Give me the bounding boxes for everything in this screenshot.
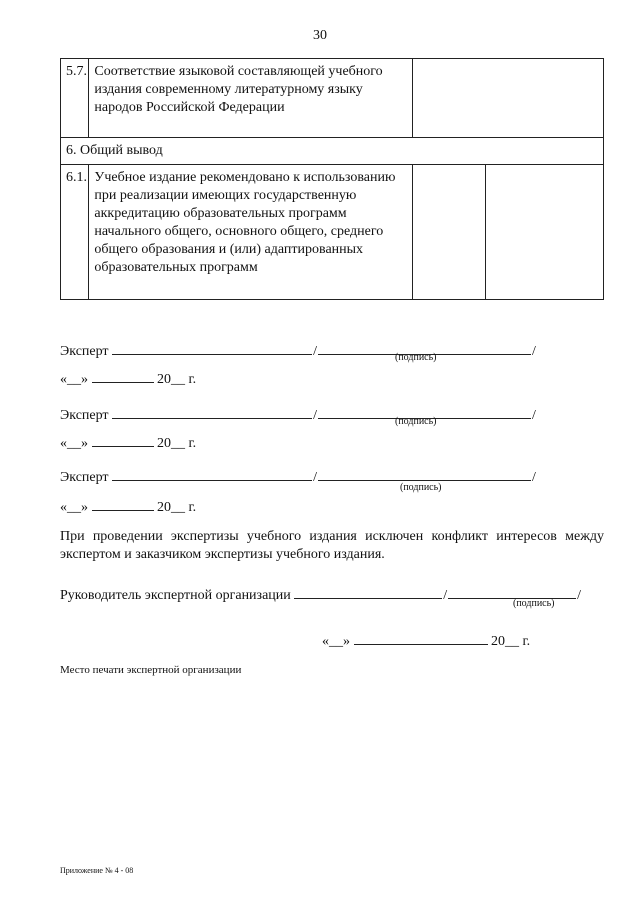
expert-label: Эксперт	[60, 344, 109, 359]
slash-separator: /	[313, 344, 317, 359]
signature-caption: (подпись)	[513, 598, 555, 609]
expert-signature-line-3	[60, 466, 537, 486]
date-year: 20__ г.	[157, 372, 197, 387]
head-signature-line	[60, 584, 582, 604]
table-row-6-1	[61, 165, 604, 300]
expert-label: Эксперт	[60, 408, 109, 423]
table-row-5-7	[61, 59, 604, 138]
name-blank	[112, 340, 312, 355]
section-heading: 6. Общий вывод	[61, 138, 604, 165]
conflict-statement: При проведении экспертизы учебного издания исключен конфликт интересов между экспертом и заказчиком экспертизы учебного издания.	[60, 529, 604, 562]
row-number: 6.1.	[61, 165, 89, 300]
head-label: Руководитель экспертной организации	[60, 588, 291, 603]
date-month-blank	[354, 630, 488, 645]
review-table	[60, 58, 604, 300]
row-number: 5.7.	[61, 59, 89, 138]
name-blank	[294, 584, 442, 599]
stamp-place-label: Место печати экспертной организации	[60, 664, 242, 676]
signature-blank	[448, 584, 576, 599]
page-number: 30	[313, 28, 327, 43]
slash-separator: /	[313, 470, 317, 485]
date-day-blank: «__»	[60, 372, 88, 387]
name-blank	[112, 466, 312, 481]
slash-separator: /	[531, 344, 536, 359]
signature-caption: (подпись)	[395, 416, 437, 427]
row-criterion-text: Учебное издание рекомендовано к использованию при реализации имеющих государственную аккредитацию образовательных программ начального общего, основного общего, среднего общего образования и (или) адаптированных образовательных программ	[89, 165, 412, 300]
signature-caption: (подпись)	[400, 482, 442, 493]
expert-signature-line-2	[60, 404, 537, 424]
row-assessment-cell	[412, 165, 485, 300]
slash-separator: /	[577, 588, 582, 603]
signature-blank	[318, 466, 531, 481]
row-assessment-cell	[412, 59, 603, 138]
slash-separator: /	[531, 470, 536, 485]
slash-separator: /	[313, 408, 317, 423]
date-year: 20__ г.	[491, 634, 531, 649]
date-day-blank: «__»	[322, 634, 350, 649]
signature-caption: (подпись)	[395, 352, 437, 363]
date-year: 20__ г.	[157, 500, 197, 515]
name-blank	[112, 404, 312, 419]
expert-date-line-3	[60, 496, 196, 516]
expert-date-line-1	[60, 368, 196, 388]
expert-date-line-2	[60, 432, 196, 452]
table-row-section-6	[61, 138, 604, 165]
expert-signature-line-1	[60, 340, 537, 360]
date-year: 20__ г.	[157, 436, 197, 451]
row-comment-cell	[485, 165, 603, 300]
slash-separator: /	[531, 408, 536, 423]
expert-label: Эксперт	[60, 470, 109, 485]
date-month-blank	[92, 368, 154, 383]
date-month-blank	[92, 496, 154, 511]
date-month-blank	[92, 432, 154, 447]
date-day-blank: «__»	[60, 500, 88, 515]
footer-annex-label: Приложение № 4 - 08	[60, 866, 134, 875]
slash-separator: /	[443, 588, 448, 603]
head-date-line	[322, 630, 530, 650]
row-criterion-text: Соответствие языковой составляющей учебного издания современному литературному языку народов Российской Федерации	[89, 59, 412, 138]
date-day-blank: «__»	[60, 436, 88, 451]
